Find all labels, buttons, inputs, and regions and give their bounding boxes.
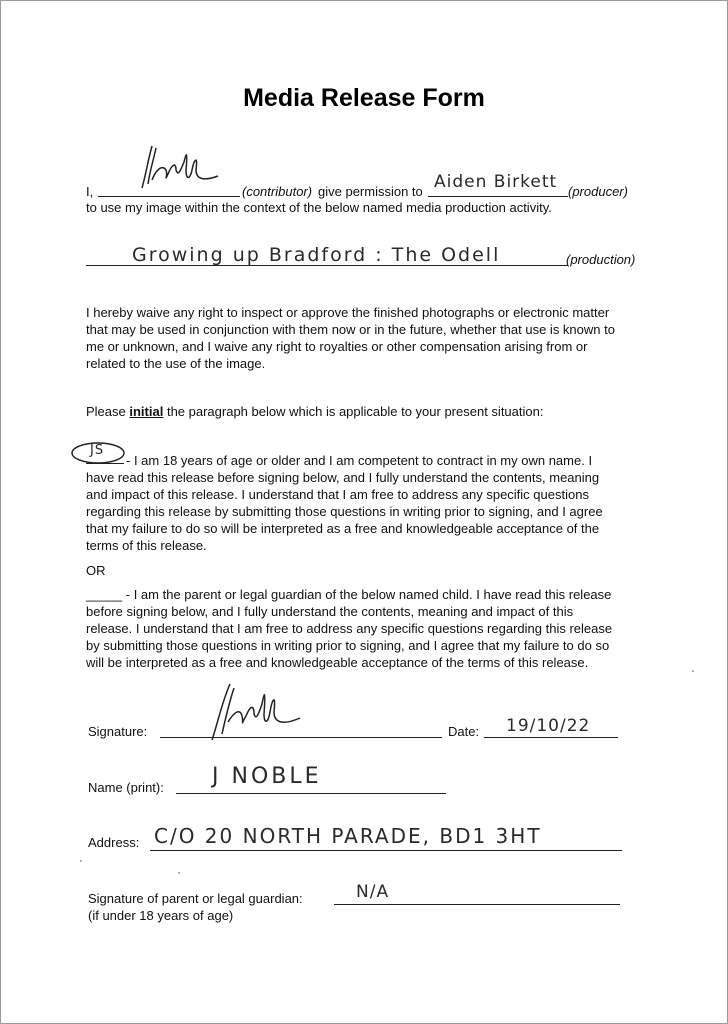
address-line [150, 850, 622, 851]
initial-instruction: Please initial the paragraph below which is applicable to your present situation: [86, 404, 544, 419]
waiver-line: related to the use of the image. [86, 356, 266, 371]
producer-line [428, 196, 568, 197]
address-value: C/O 20 NORTH PARADE, BD1 3HT [154, 824, 542, 848]
guardian-line: before signing below, and I fully understand the contents, meaning and impact of this [86, 604, 574, 619]
date-value: 19/10/22 [506, 716, 591, 736]
adult-option-paragraph [86, 452, 646, 554]
date-label: Date: [448, 724, 480, 739]
guardian-line-first: _____ - I am the parent or legal guardian of the below named child. I have read this release [86, 587, 612, 602]
contributor-label: (contributor) [242, 184, 313, 199]
waiver-line: that may be used in conjunction with them now or in the future, whether that use is known to [86, 322, 615, 337]
waiver-line: me or unknown, and I waive any right to royalties or other compensation arising from or [86, 339, 588, 354]
contributor-line [98, 196, 240, 197]
date-line [484, 737, 618, 738]
guardian-initial-blank: _____ [86, 587, 123, 602]
producer-label: (producer) [568, 184, 628, 199]
scan-speck [80, 860, 82, 862]
production-label: (production) [566, 252, 636, 267]
production-name: Growing up Bradford : The Odell [132, 244, 501, 266]
guardian-line: will be interpreted as a free and knowledgeable acceptance of the terms of this release. [86, 655, 589, 670]
waiver-line: I hereby waive any right to inspect or approve the finished photographs or electronic matter [86, 305, 610, 320]
adult-line: regarding this release by submitting those questions in writing prior to signing, and I agree [86, 504, 603, 519]
guardian-option-paragraph [86, 586, 646, 671]
adult-line: that my failure to do so will be interpreted as a free and knowledgeable acceptance of the [86, 521, 600, 536]
guardian-line: by submitting those questions in writing prior to signing, and I agree that my failure to do so [86, 638, 610, 653]
name-value: J NOBLE [212, 764, 322, 789]
page-title: Media Release Form [243, 84, 485, 112]
or-text: OR [86, 563, 106, 578]
adult-line: have read this release before signing below, and I fully understand the contents, meaning [86, 470, 600, 485]
address-label: Address: [88, 835, 140, 850]
waiver-paragraph [86, 304, 646, 372]
contributor-signature [128, 140, 228, 196]
adult-line: and impact of this release. I understand that I am free to address any specific questions [86, 487, 589, 502]
guardian-line: release. I understand that I am free to address any specific questions regarding this release [86, 621, 613, 636]
name-label: Name (print): [88, 780, 164, 795]
adult-initials: JS [90, 443, 105, 458]
guardian-signature-label: Signature of parent or legal guardian: [88, 891, 303, 906]
name-line [176, 793, 446, 794]
permission-text: give permission to [318, 184, 423, 199]
scan-speck [692, 670, 694, 672]
guardian-signature-value: N/A [356, 882, 390, 902]
signature-label: Signature: [88, 724, 148, 739]
producer-name: Aiden Birkett [434, 172, 558, 192]
initial-emphasis: initial [129, 404, 164, 419]
intro-line-2: to use my image within the context of the below named media production activity. [86, 200, 552, 215]
signature-handwritten [200, 676, 310, 744]
guardian-note: (if under 18 years of age) [88, 908, 234, 923]
scan-speck [178, 872, 180, 874]
guardian-signature-line [334, 904, 620, 905]
adult-line: - I am 18 years of age or older and I am competent to contract in my own name. I [126, 453, 593, 468]
adult-line: terms of this release. [86, 538, 207, 553]
intro-i-prefix: I, [86, 184, 94, 199]
